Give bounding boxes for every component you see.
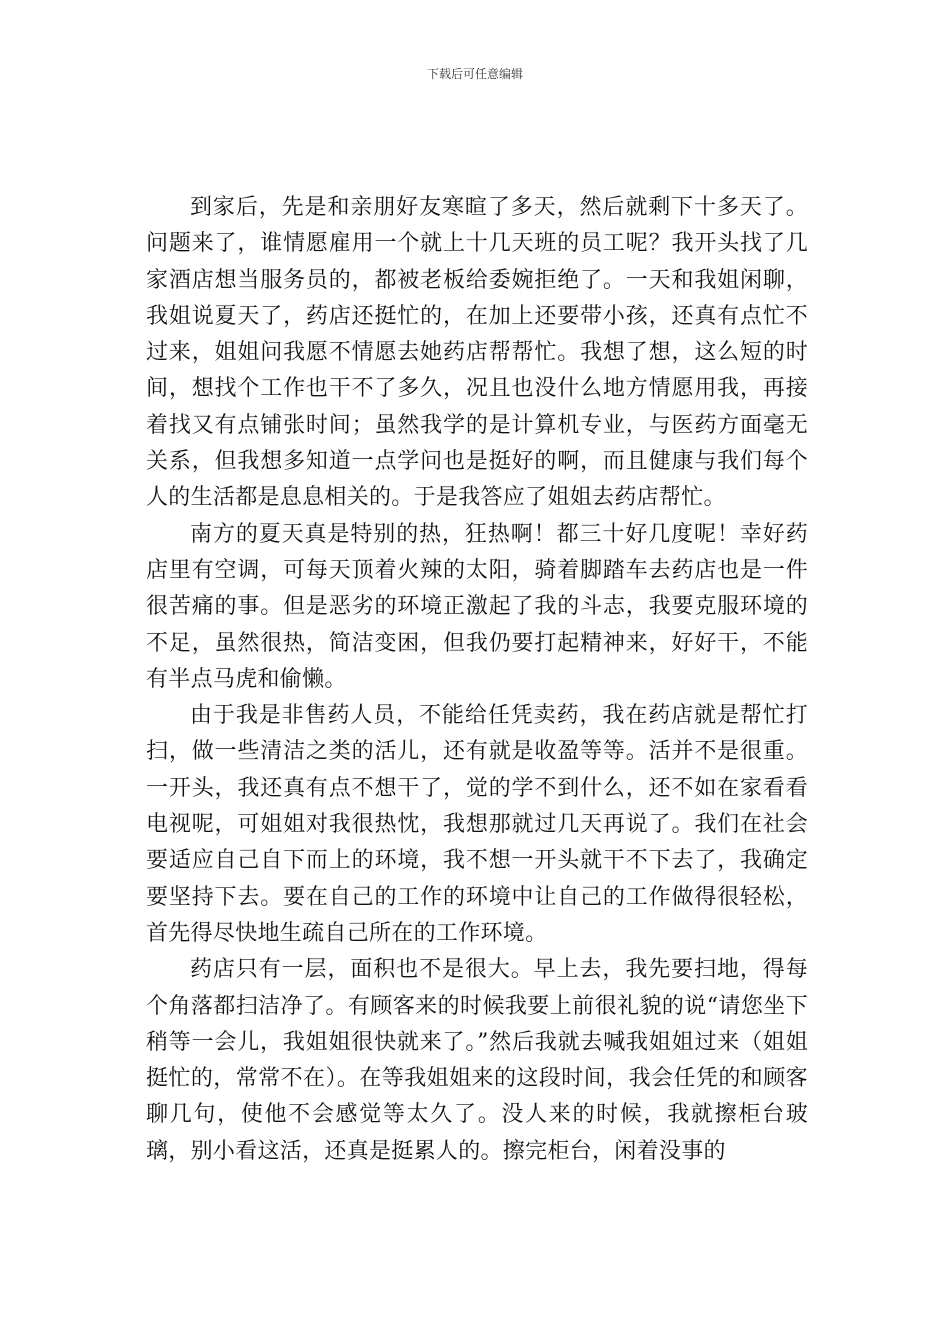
paragraph-1: 到家后，先是和亲朋好友寒暄了多天，然后就剩下十多天了。问题来了，谁情愿雇用一个就上十几天班的员工呢？我开头找了几家酒店想当服务员的，都被老板给委婉拒绝了。一天和我姐闲聊，我姐说夏天了，药店还挺忙的，在加上还要带小孩，还真有点忙不过来，姐姐问我愿不情愿去她药店帮帮忙。我想了想，这么短的时间，想找个工作也干不了多久，况且也没什么地方情愿用我，再接着找又有点铺张时间；虽然我学的是计算机专业，与医药方面毫无关系，但我想多知道一点学问也是挺好的啊，而且健康与我们每个人的生活都是息息相关的。于是我答应了姐姐去药店帮忙。 <box>146 195 808 511</box>
paragraph-2: 南方的夏天真是特别的热，狂热啊！都三十好几度呢！幸好药店里有空调，可每天顶着火辣的太阳，骑着脚踏车去药店也是一件很苦痛的事。但是恶劣的环境正激起了我的斗志，我要克服环境的不足，虽然很热，简洁变困，但我仍要打起精神来，好好干，不能有半点马虎和偷懒。 <box>146 521 808 692</box>
page-header-note: 下载后可任意编辑 <box>426 67 523 81</box>
paragraph-3: 由于我是非售药人员，不能给任凭卖药，我在药店就是帮忙打扫，做一些清洁之类的活儿，还有就是收盈等等。活并不是很重。一开头，我还真有点不想干了，觉的学不到什么，还不如在家看看电视呢，可姐姐对我很热忱，我想那就过几天再说了。我们在社会要适应自己自下而上的环境，我不想一开头就干不下去了，我确定要坚持下去。要在自己的工作的环境中让自己的工作做得很轻松，首先得尽快地生疏自己所在的工作环境。 <box>146 703 808 946</box>
document-body <box>146 190 808 1170</box>
paragraph-4: 药店只有一层，面积也不是很大。早上去，我先要扫地，得每个角落都扫洁净了。有顾客来的时候我要上前很礼貌的说“请您坐下稍等一会儿，我姐姐很快就来了。”然后我就去喊我姐姐过来（姐姐挺忙的，常常不在）。在等我姐姐来的这段时间，我会任凭的和顾客聊几句，使他不会感觉等太久了。没人来的时候，我就擦柜台玻璃，别小看这活，还真是挺累人的。擦完柜台，闲着没事的 <box>146 957 808 1164</box>
